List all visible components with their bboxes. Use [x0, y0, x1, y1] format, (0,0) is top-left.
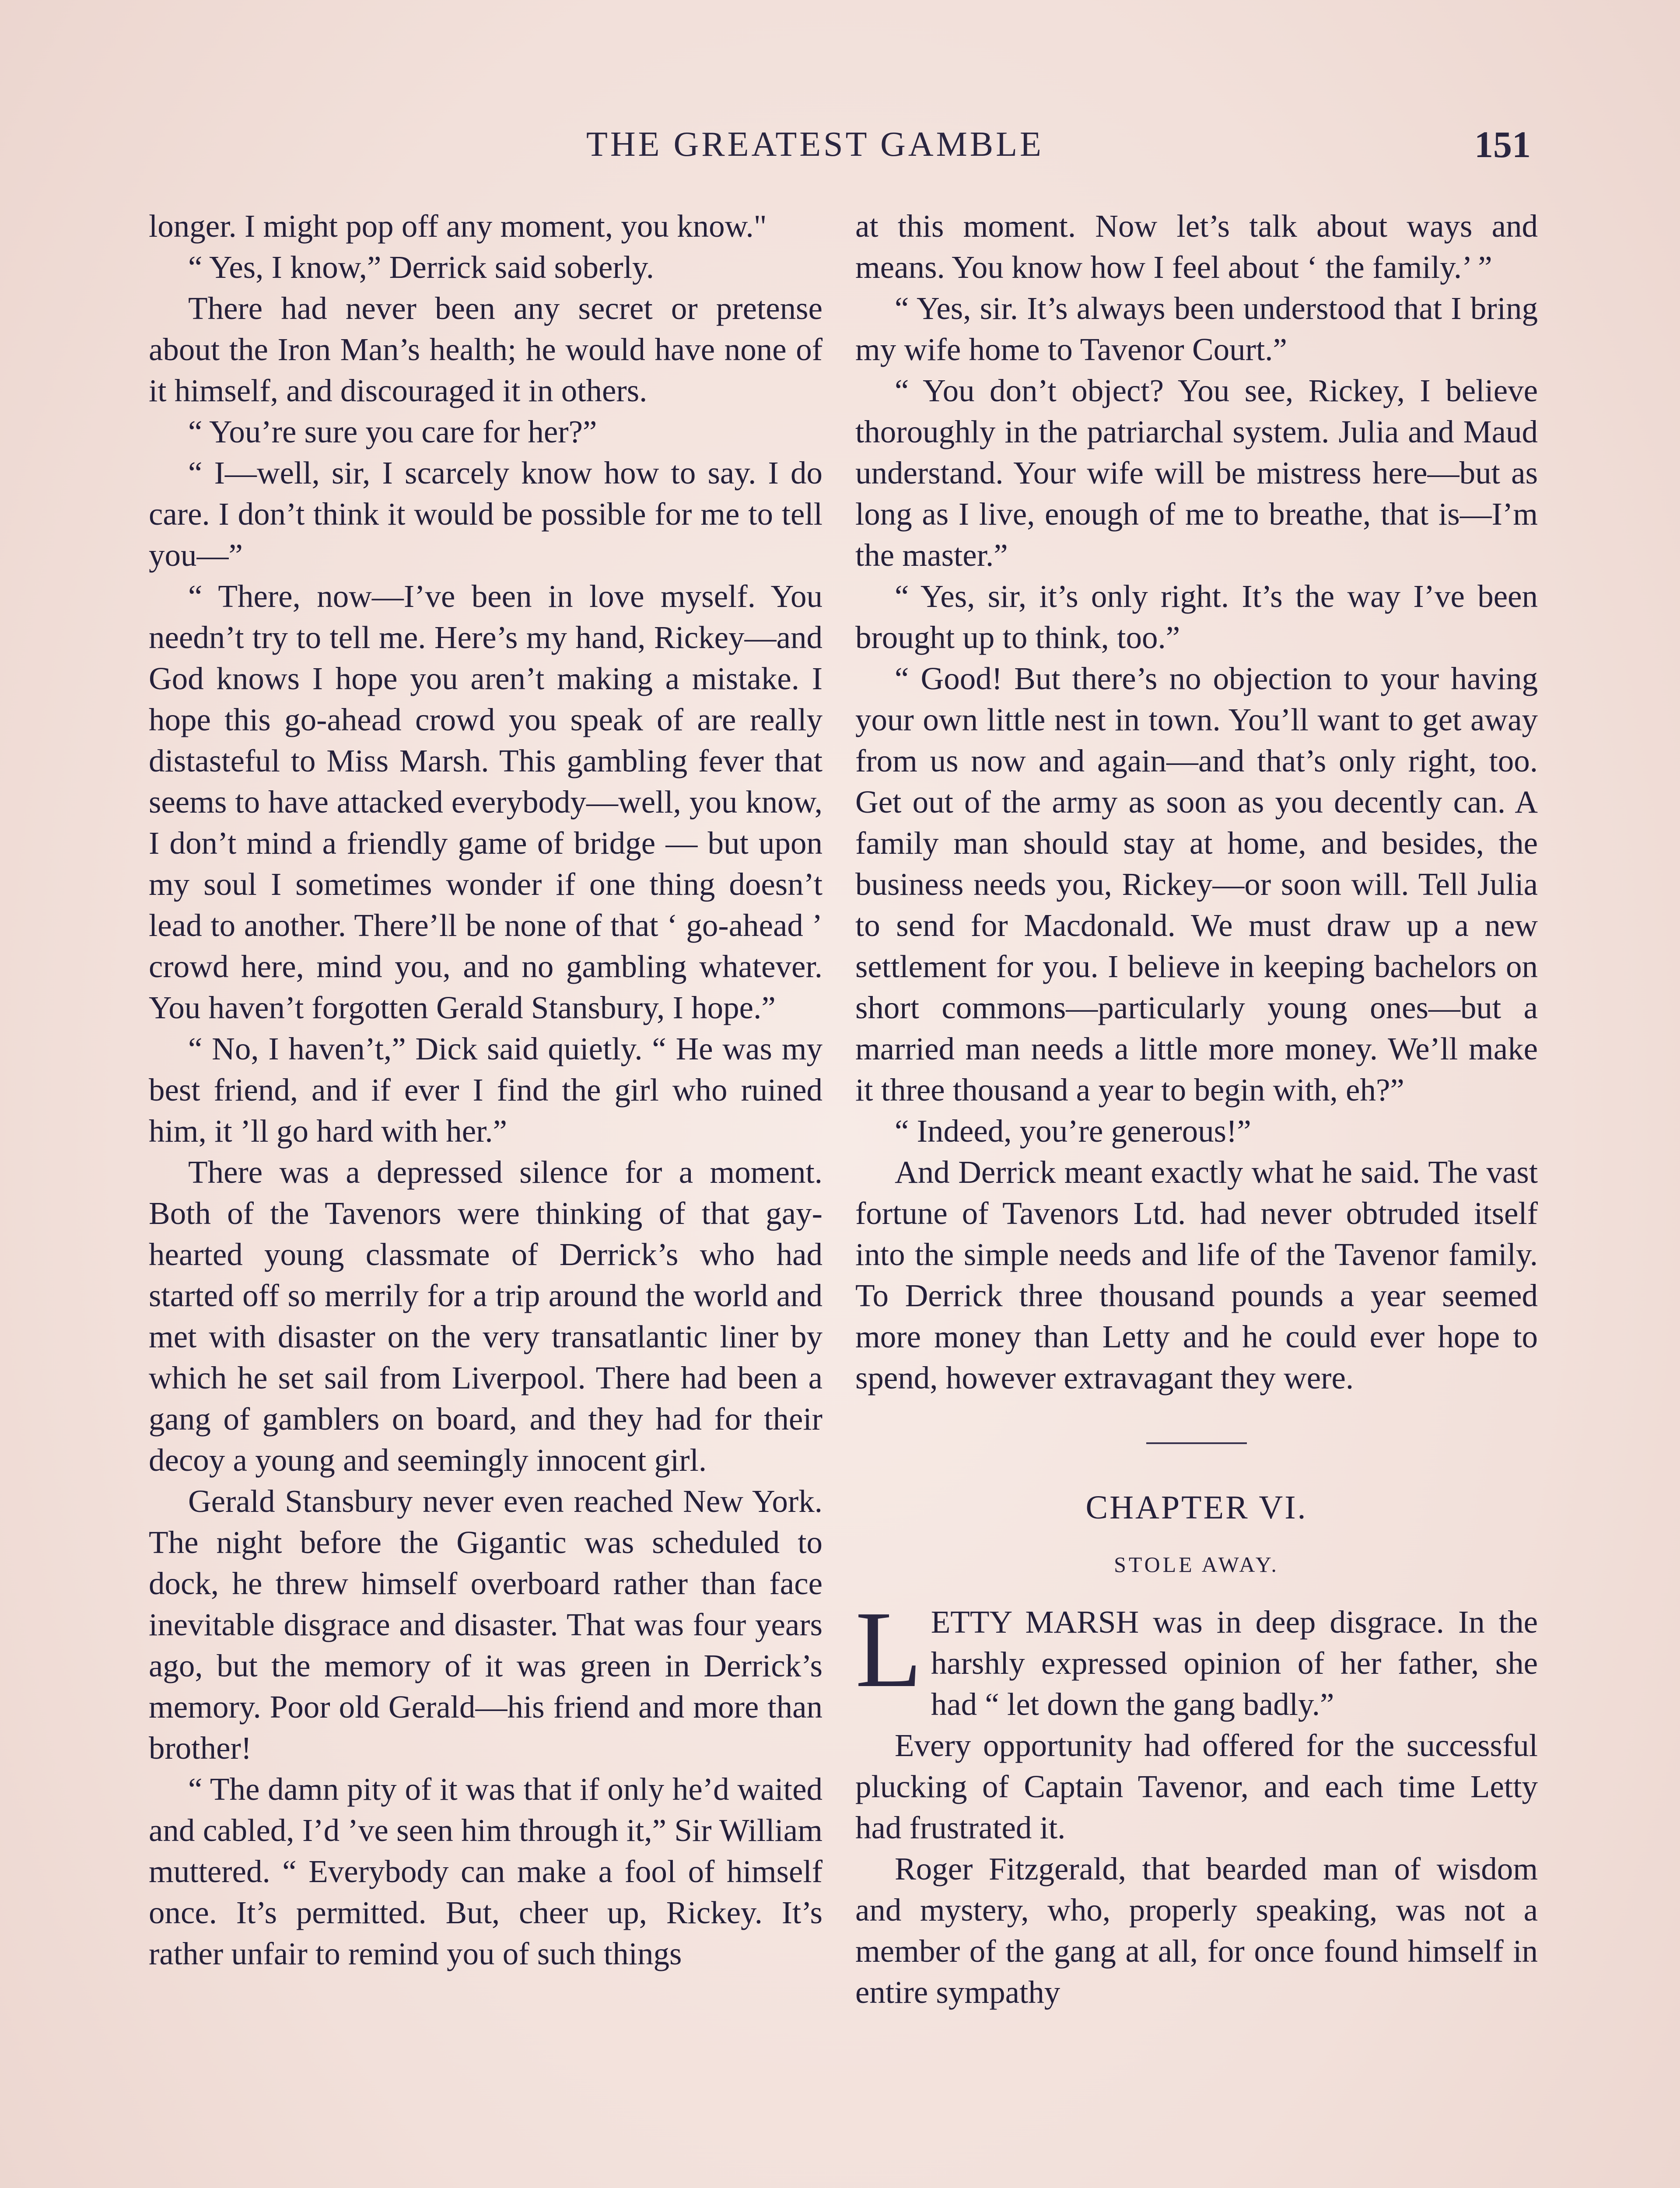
chapter-opening-paragraph	[855, 1589, 1538, 1725]
left-column	[149, 206, 822, 1974]
paragraph: Roger Fitzgerald, that bearded man of wisdom and mystery, who, properly speaking, was not a member of the gang at all, for once found himself in entire sympathy	[855, 1851, 1538, 2010]
paragraph: “ You’re sure you care for her?”	[188, 414, 597, 449]
paragraph: Every opportunity had offered for the successful plucking of Captain Tavenor, and each time Letty had frustrated it.	[855, 1728, 1538, 1845]
paragraph: “ Yes, sir. It’s always been understood that I bring my wife home to Tavenor Court.”	[855, 291, 1538, 367]
chapter-opening-text: ETTY MARSH was in deep disgrace. In the harshly expressed opinion of her father, she had “ let down the gang badly.”	[931, 1604, 1538, 1722]
paragraph: And Derrick meant exactly what he said. The vast fortune of Tavenors Ltd. had never obtruded itself into the simple needs and life of the Tavenor family. To Derrick three thousand pounds a year seemed more money than Letty and he could ever hope to spend, however extravagant they were.	[855, 1154, 1538, 1396]
paragraph: at this moment. Now let’s talk about ways and means. You know how I feel about ‘ the family.’ ”	[855, 208, 1538, 285]
paragraph: “ There, now—I’ve been in love myself. You needn’t try to tell me. Here’s my hand, Rickey—and God knows I hope you aren’t making a mistake. I hope this go-ahead crowd you speak of are really distasteful to Miss Marsh. This gambling fever that seems to have attacked everybody—well, you know, I don’t mind a friendly game of bridge — but upon my soul I sometimes wonder if one thing doesn’t lead to another. There’ll be none of that ‘ go-ahead ’ crowd here, mind you, and no gambling whatever. You haven’t forgotten Gerald Stansbury, I hope.”	[149, 579, 822, 1025]
paragraph: “ You don’t object? You see, Rickey, I believe thoroughly in the patriarchal system. Julia and Maud understand. Your wife will be mistress here—but as long as I live, enough of me to breathe, that is—I’m the master.”	[855, 373, 1538, 573]
paragraph: “ I—well, sir, I scarcely know how to say. I do care. I don’t think it would be possible for me to tell you—”	[149, 455, 822, 573]
paragraph: “ The damn pity of it was that if only he’d waited and cabled, I’d ’ve seen him through it,” Sir William muttered. “ Everybody can make a fool of himself once. It’s permitted. But, cheer up, Rickey. It’s rather unfair to remind you of such things	[149, 1771, 822, 1971]
drop-cap: L	[855, 1589, 922, 1710]
paragraph: “ Yes, sir, it’s only right. It’s the way I’ve been brought up to think, too.”	[855, 579, 1538, 655]
page-number: 151	[1474, 123, 1531, 165]
paragraph: “ Indeed, you’re generous!”	[895, 1113, 1251, 1149]
paragraph: “ Good! But there’s no objection to your having your own little nest in town. You’ll want to get away from us now and again—and that’s only right, too. Get out of the army as soon as you decently can. A family man should stay at home, and besides, the business needs you, Rickey—or soon will. Tell Julia to send for Macdonald. We must draw up a new settlement for you. I believe in keeping bachelors on short commons—particularly young ones—but a married man needs a little more money. We’ll make it three thousand a year to begin with, eh?”	[855, 661, 1538, 1108]
chapter-heading: CHAPTER VI.	[1085, 1489, 1308, 1526]
paragraph: There was a depressed silence for a moment. Both of the Tavenors were thinking of that gay-hearted young classmate of Derrick’s who had started off so merrily for a trip around the world and met with disaster on the very transatlantic liner by which he set sail from Liverpool. There had been a gang of gamblers on board, and they had for their decoy a young and seemingly innocent girl.	[149, 1154, 822, 1478]
paragraph: Gerald Stansbury never even reached New York. The night before the Gigantic was scheduled to dock, he threw himself overboard rather than face inevitable disgrace and disaster. That was four years ago, but the memory of it was green in Derrick’s memory. Poor old Gerald—his friend and more than brother!	[149, 1483, 822, 1766]
running-title: THE GREATEST GAMBLE	[586, 125, 1044, 164]
right-column	[855, 206, 1538, 2013]
paragraph: There had never been any secret or pretense about the Iron Man’s health; he would have none of it himself, and discouraged it in others.	[149, 291, 822, 408]
paragraph: “ No, I haven’t,” Dick said quietly. “ He was my best friend, and if ever I find the girl who ruined him, it ’ll go hard with her.”	[149, 1031, 822, 1149]
chapter-subtitle: STOLE AWAY.	[1114, 1552, 1279, 1577]
paragraph: “ Yes, I know,” Derrick said soberly.	[188, 249, 654, 285]
paragraph: longer. I might pop off any moment, you know."	[149, 208, 767, 244]
section-divider	[1146, 1442, 1247, 1444]
